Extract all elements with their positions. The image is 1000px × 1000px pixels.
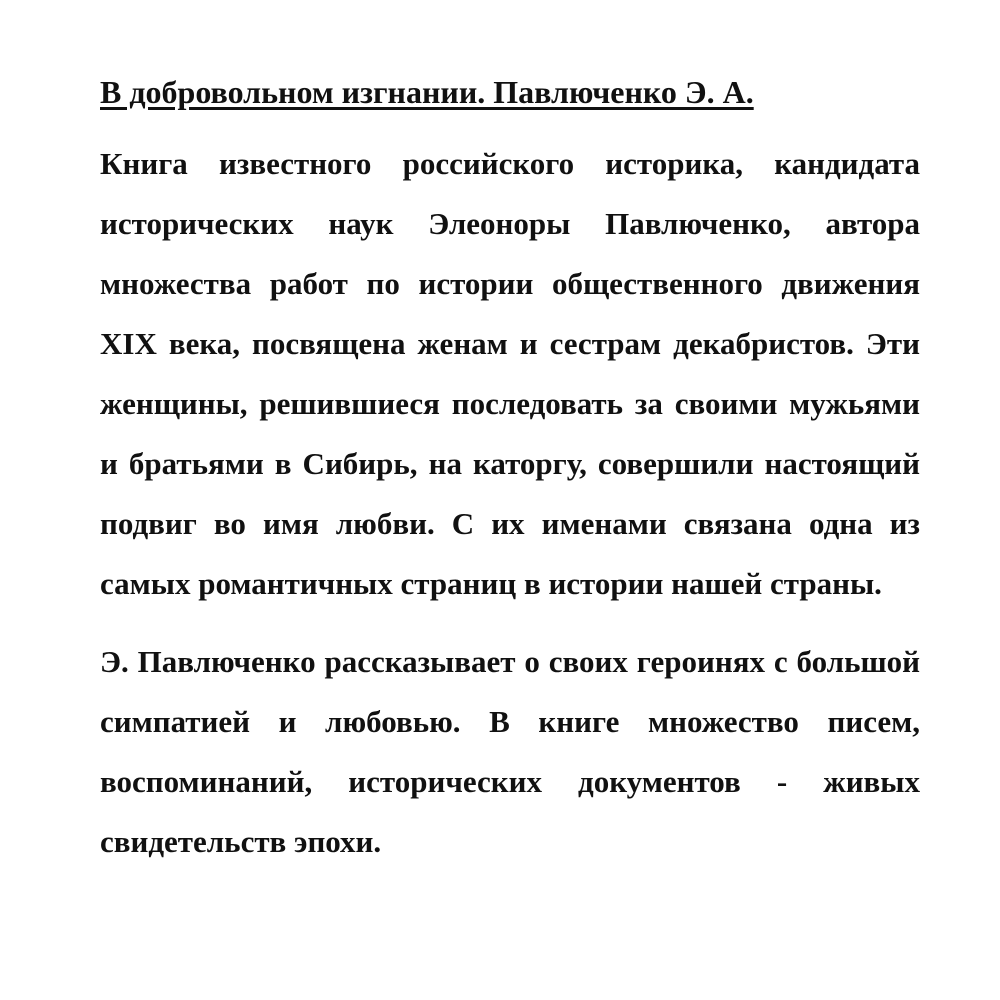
paragraph-description: Книга известного российского историка, кандидата исторических наук Элеоноры Павлюченко, автора множества работ по истории общественного движения XIX века, посвящена женам и сестрам декабристов. Эти женщины, решившиеся последовать за своими мужьями и братьями в Сибирь, на каторгу, совершили настоящий подвиг во имя любви. С их именами связана одна из самых романтичных страниц в истории нашей страны. (100, 146, 920, 601)
paragraph-summary: Э. Павлюченко рассказывает о своих героинях с большой симпатией и любовью. В книге множество писем, воспоминаний, исторических документов - живых свидетельств эпохи. (100, 644, 920, 859)
document-title: В добровольном изгнании. Павлюченко Э. А. (100, 74, 754, 110)
